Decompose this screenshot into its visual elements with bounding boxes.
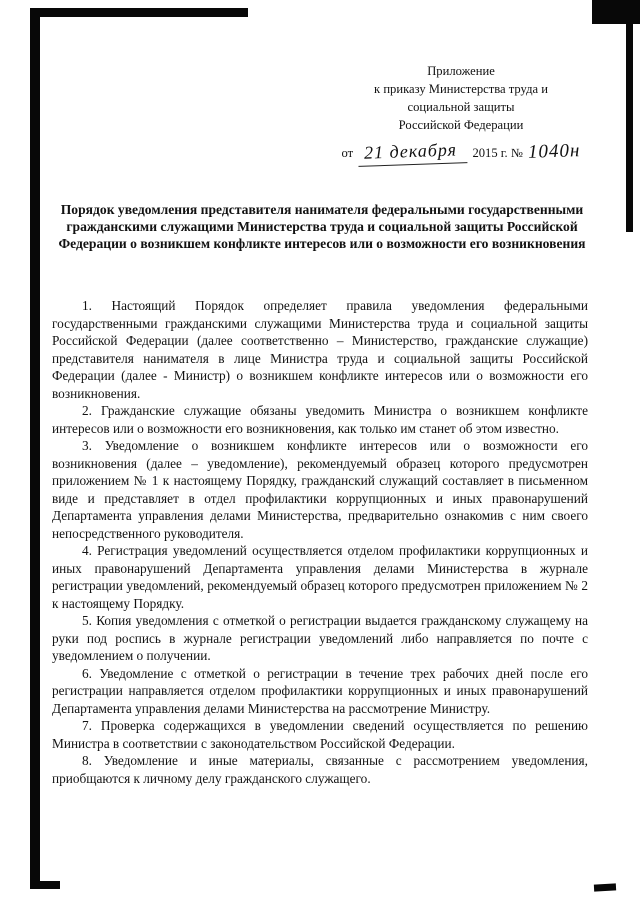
scan-artifact-right-bar [626,20,633,232]
date-prefix: от [341,146,354,160]
paragraph: 6. Уведомление с отметкой о регистрации в течение трех рабочих дней после его регистрации направляется отделом профилактики коррупционных и иных правонарушений Департамента управления делами Министерства на рассмотрение Министру. [52,665,588,716]
handwritten-order-number: 1040н [527,140,581,163]
paragraph: 2. Гражданские служащие обязаны уведомить Министра о возникшем конфликте интересов или о возможности его возникновения, как только им станет об этом известно. [52,403,588,436]
header-line: социальной защиты [407,100,515,114]
paragraph: 7. Проверка содержащихся в уведомлении сведений осуществляется по решению Министра в соответствии с законодательством Российской Федерации. [52,718,588,751]
header-line: Приложение [427,64,495,78]
scan-artifact-left-bar [30,8,40,888]
order-date-line [332,138,590,166]
handwritten-date: 21 декабря [358,136,468,167]
paragraph: 5. Копия уведомления с отметкой о регистрации выдается гражданскому служащему на руки под роспись в журнале регистрации уведомлений либо направляется по почте с уведомлением о получении. [52,613,588,663]
paragraph: 8. Уведомление и иные материалы, связанные с рассмотрением уведомления, приобщаются к личному делу гражданского служащего. [52,753,588,786]
document-body [52,297,588,787]
header-line: Российской Федерации [398,118,524,132]
paragraph: 1. Настоящий Порядок определяет правила уведомления федеральными государственными гражданскими служащими Министерства труда и социальной защиты Российской Федерации (далее соответственно – Министерство, гражданские служащие) представителя нанимателя в лице Министра труда и социальной защиты Российской Федерации (далее - Министр) о возникшем конфликте интересов или о возможности его возникновения. [52,298,588,401]
paragraph: 3. Уведомление о возникшем конфликте интересов или о возможности его возникновения (далее – уведомление), рекомендуемый образец которого предусмотрен приложением № 1 к настоящему Порядку, гражданский служащий составляет в письменном виде и представляет в отдел профилактики коррупционных и иных правонарушений Департамента управления делами Министерства, предварительно ознакомив с ним своего непосредственного руководителя. [52,438,588,541]
paragraph: 4. Регистрация уведомлений осуществляется отделом профилактики коррупционных и иных правонарушений Департамента управления делами Министерства в журнале регистрации уведомлений, рекомендуемый образец которого предусмотрен приложением № 2 к настоящему Порядку. [52,543,588,611]
date-middle: 2015 г. № [472,146,523,160]
header-line: к приказу Министерства труда и [374,82,548,96]
scan-artifact-bottom-left [30,881,60,889]
scan-artifact-bottom-right [594,883,616,891]
document-title: Порядок уведомления представителя нанимателя федеральными государственными гражданскими служащими Министерства труда и социальной защиты Российской Федерации о возникшем конфликте интересов или о возможности его возникновения [58,202,586,251]
scan-artifact-top-bar [30,8,248,17]
approval-header [332,62,590,166]
